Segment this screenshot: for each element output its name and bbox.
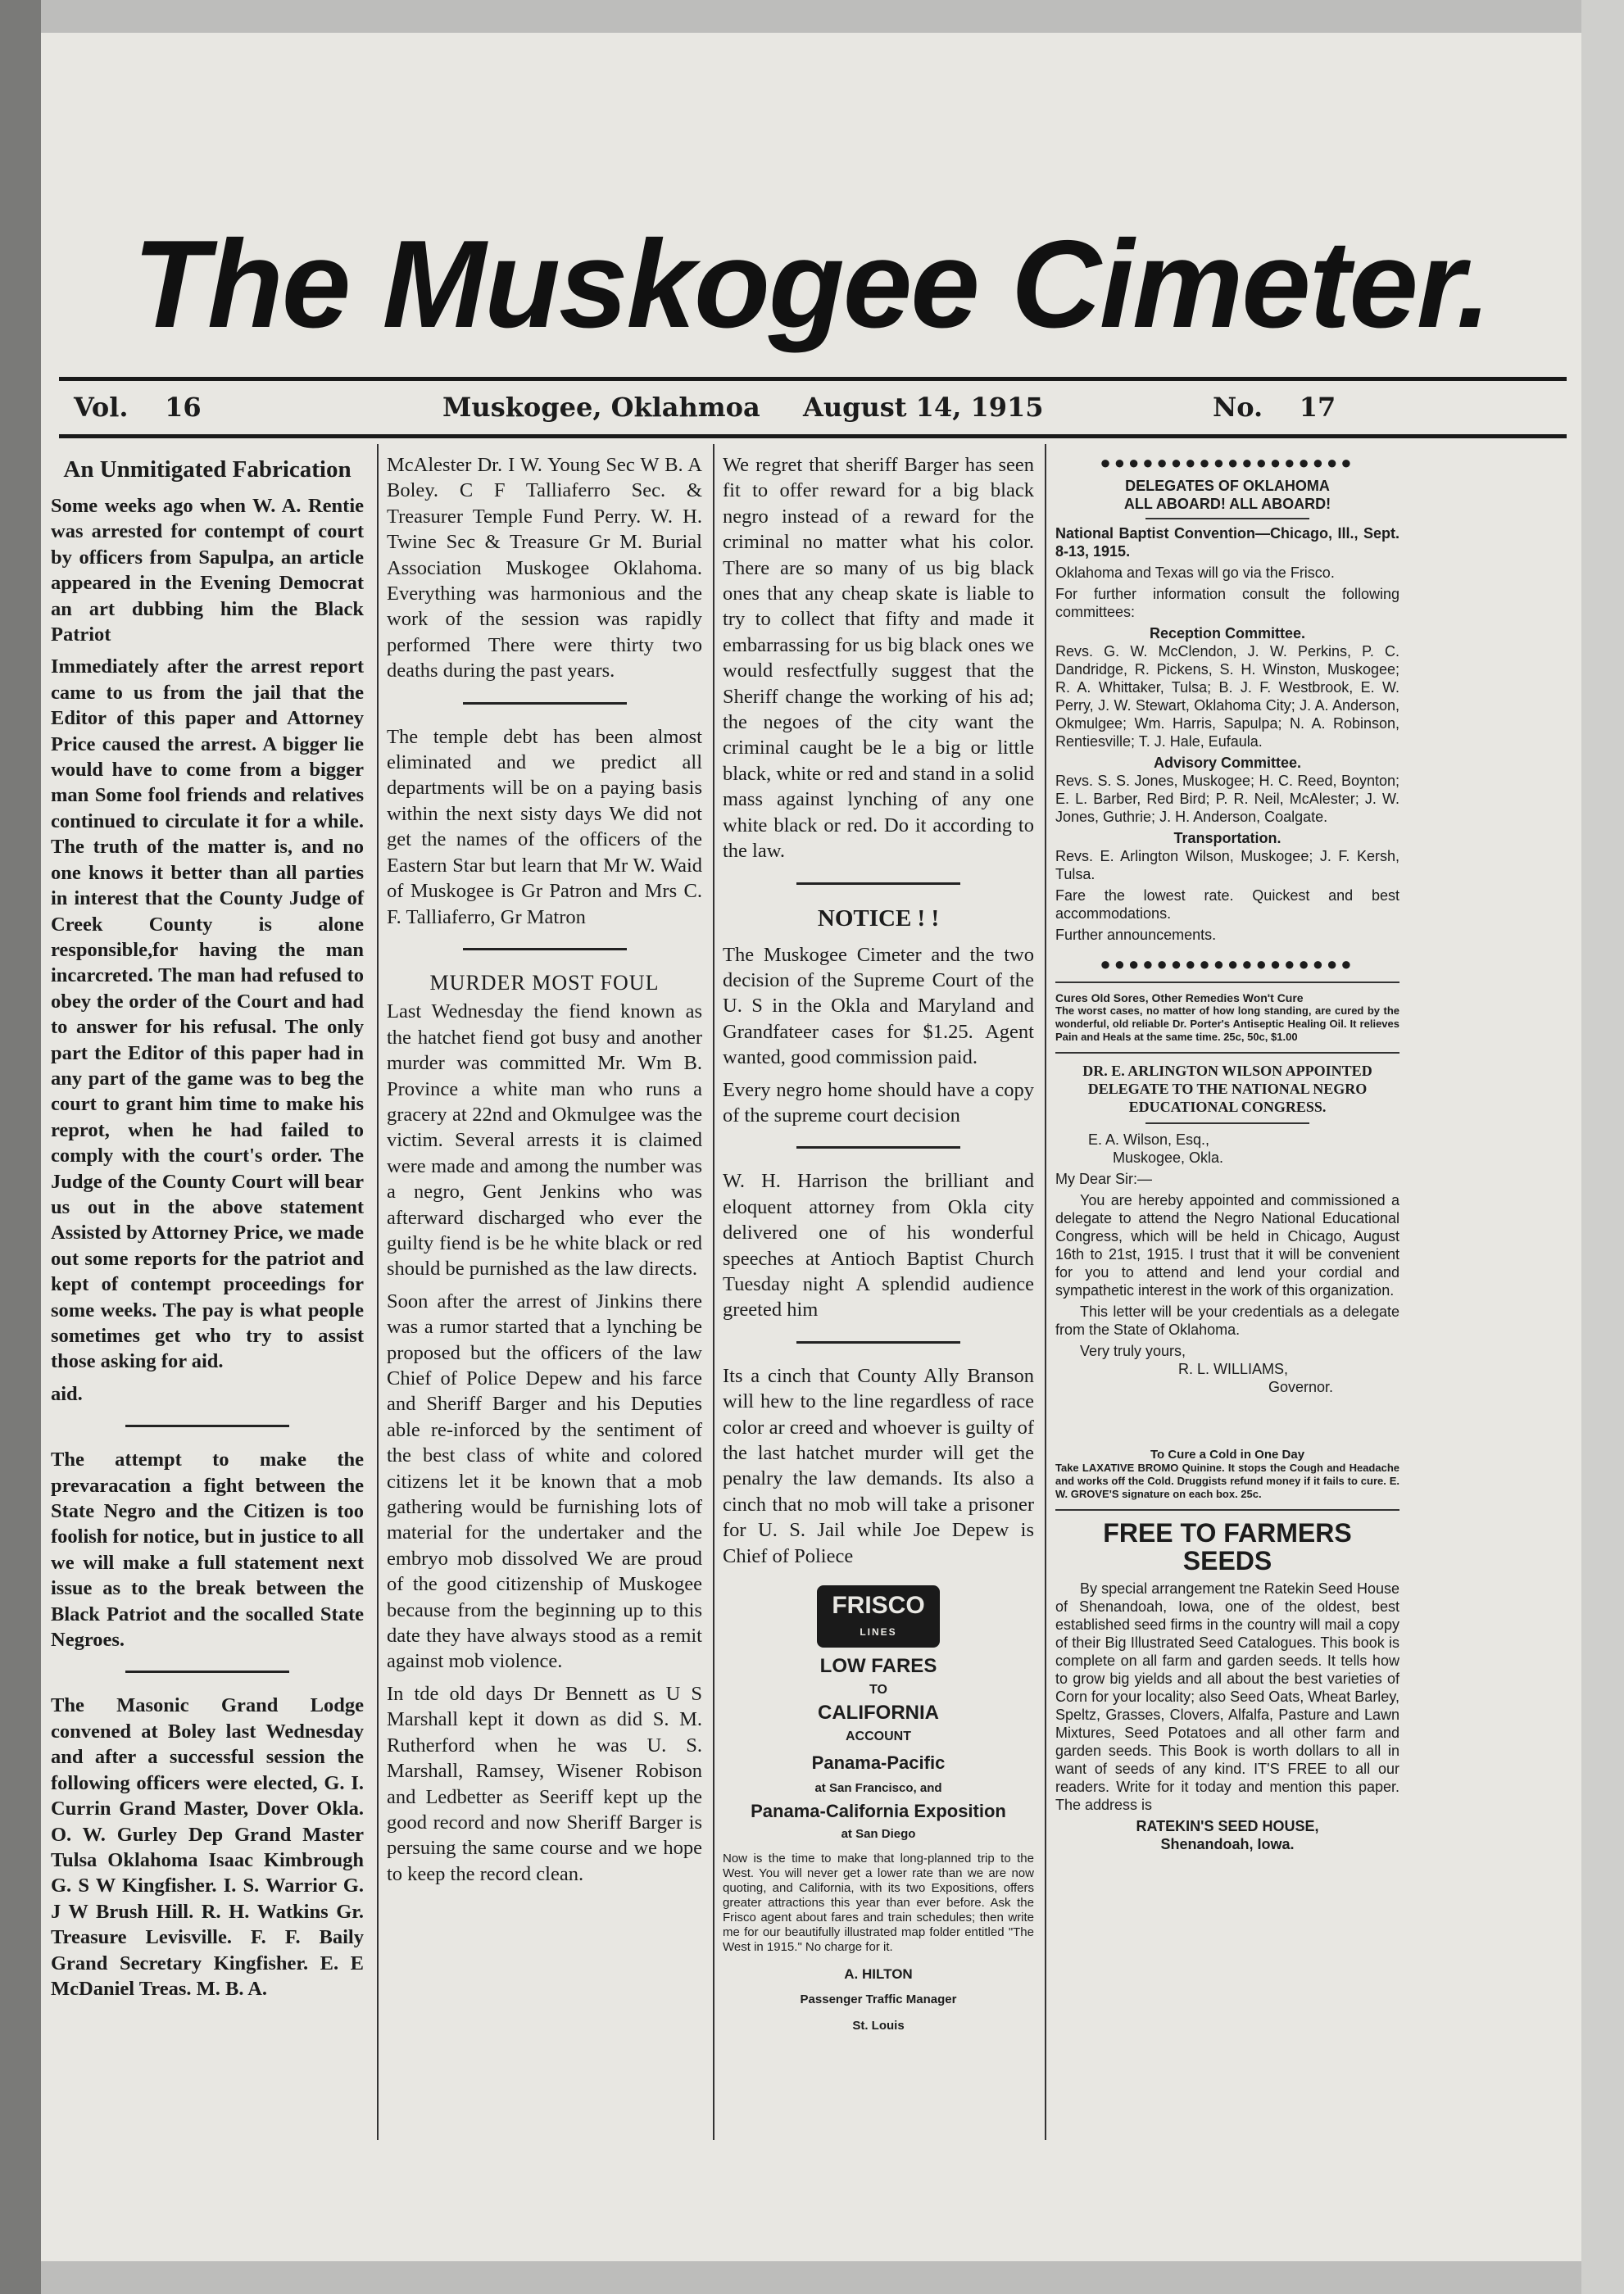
- free-seeds-heading: FREE TO FARMERS: [1103, 1518, 1352, 1548]
- transportation-list: Revs. E. Arlington Wilson, Muskogee; J. F. Kersh, Tulsa.: [1055, 848, 1399, 882]
- column-1: [51, 452, 364, 2008]
- article-paragraph: Last Wednesday the fiend known as the hatchet fiend got busy and another murder was committed Mr. Wm B. Province a white man who runs a gracery at 22nd and Okmulgee was the victim. Several arrests it is claimed were made and among the number was a negro, Gent Jenkins who was afterward discharged who ever the guilty fiend is be he white black or red should be purnished as the law directs.: [387, 1000, 702, 1281]
- letter-address: E. A. Wilson, Esq.,: [1088, 1131, 1210, 1148]
- dots-divider: ●●●●●●●●●●●●●●●●●●: [1100, 452, 1355, 473]
- advisory-list: Revs. S. S. Jones, Muskogee; H. C. Reed, Boynton; E. L. Barber, Red Bird; P. R. Neil, McAlester; J. W. Jones, Guthrie; J. H. Anderson, Coalgate.: [1055, 773, 1399, 825]
- masthead: The Muskogee Cimeter.: [133, 215, 1490, 354]
- column-divider-3: [1045, 444, 1046, 2140]
- frisco-to: TO: [869, 1683, 887, 1698]
- frisco-san-francisco: at San Francisco, and: [814, 1781, 942, 1796]
- notice-text: For further information consult the following committees:: [1055, 586, 1399, 620]
- article-paragraph: The Muskogee Cimeter and the two decision of the Supreme Court of the U. S in the Okla and Maryland and Grandfateer cases for $1.25. Agent wanted, good commission paid.: [723, 943, 1034, 1069]
- headline-murder: MURDER MOST FOUL: [429, 970, 660, 995]
- reception-list: Revs. G. W. McClendon, J. W. Perkins, P. C. Dandridge, R. Pickens, S. H. Winston, Muskogee; R. A. Whittaker, Tulsa; B. J. F. Westbrook, E. W. Perry, J. W. Stewart, Oklahoma City; J. A. Anderson, Okmulgee; Wm. Harris, Sapulpa; N. A. Robinson, Rentiesville; T. J. Hale, Eufaula.: [1055, 643, 1399, 750]
- letter-close: Very truly yours,: [1080, 1343, 1186, 1359]
- delegates-heading: DELEGATES OF OKLAHOMA: [1125, 478, 1330, 494]
- section-separator: [463, 948, 627, 950]
- article-paragraph: The Masonic Grand Lodge convened at Boley last Wednesday and after a successful session the following officers were elected, G. I. Currin Grand Master, Dover Okla. O. W. Gurley Dep Grand Master Tulsa Oklahoma Isaac Kimbrough G. S W Kingfisher. I. S. Warrior G. J W Brush Hill. R. H. Watkins Gr. Treasure Levisville. F. F. Baily Grand Secretary Kingfisher. E. E McDaniel Treas. M. B. A.: [51, 1694, 364, 2000]
- rule: [1055, 982, 1399, 983]
- frisco-panama-pacific: Panama-Pacific: [811, 1752, 946, 1773]
- wilson-heading: DR. E. ARLINGTON WILSON APPOINTED DELEGATE TO THE NATIONAL NEGRO EDUCATIONAL CONGRESS.: [1082, 1063, 1372, 1115]
- frisco-account: ACCOUNT: [846, 1730, 911, 1744]
- issue-number: No. 17: [1213, 392, 1336, 423]
- free-seeds-city: Shenandoah, Iowa.: [1160, 1836, 1295, 1852]
- frisco-panama-california: Panama-California Exposition: [751, 1800, 1006, 1821]
- section-separator: [796, 1341, 960, 1344]
- frisco-body: Now is the time to make that long-planned trip to the West. You will never get a lower rate than we are now quoting, and California, with its two Expositions, offers greater attractions this year than ever before. Ask the Frisco agent about fares and train schedules; then write me for our beautifully illustrated map folder entitled "The West in 1915." No charge for it.: [723, 1852, 1034, 1955]
- headline-notice: NOTICE ! !: [817, 904, 940, 932]
- article-paragraph: The attempt to make the prevaracation a fight between the State Negro and the Citizen is too foolish for notice, but in justice to all we will make a full statement next issue as to the break between the Black Patriot and the socalled State Negroes.: [51, 1448, 365, 1652]
- notice-text: Oklahoma and Texas will go via the Frisco.: [1055, 564, 1335, 581]
- all-aboard-heading: ALL ABOARD! ALL ABOARD!: [1123, 496, 1331, 512]
- article-paragraph: Some weeks ago when W. A. Rentie was arrested for contempt of court by officers from Sapulpa, an article appeared in the Evening Democrat an art dubbing him the Black Patriot: [51, 495, 364, 646]
- free-seeds-body: By special arrangement tne Ratekin Seed House of Shenandoah, Iowa, one of the oldest, best established seed firms in the country will mail a copy of their Big Illustrated Seed Catalogues. This book is complete on all farm and garden seeds. It tells how to grow big yields and all about the best varieties of Corn for your locality; also Seed Oats, Wheat Barley, Speltz, Grasses, Clovers, Alfalfa, Pasture and Lawn Mixtures, Seed Potatoes and all other farm and garden seeds. This Book is worth dollars to all in want of seeds of any kind. IT'S FREE to all our readers. Write for it today and mention this paper. The address is: [1055, 1580, 1399, 1813]
- spacer: [1055, 1399, 1399, 1448]
- article-paragraph: The temple debt has been almost eliminated and we predict all departments will be on a paying basis within the next sisty days We did not get the names of the officers of the Eastern Star but learn that Mr W. Waid of Muskogee is Gr Patron and Mrs C. F. Talliaferro, Gr Matron: [387, 725, 702, 928]
- issue-date: August 14, 1915: [803, 392, 1044, 423]
- scan-edge-left: [0, 0, 41, 2294]
- cold-ad-body: Take LAXATIVE BROMO Quinine. It stops the Cough and Headache and works off the Cold. Druggists refund money if it fails to cure. E. W. GROVE'S signature on each box. 25c.: [1055, 1462, 1399, 1500]
- article-paragraph: Its a cinch that County Ally Branson will hew to the line regardless of race color ar creed and whoever is guilty of the last hatchet murder will get the penalry the law demands. Its also a cinch that no mob will take a prisoner for U. S. Jail while Joe Depew is Chief of Poliece: [723, 1364, 1034, 1567]
- frisco-logo: FRISCO LINES: [817, 1585, 940, 1648]
- free-seeds-signature: RATEKIN'S SEED HOUSE,: [1136, 1818, 1319, 1834]
- place-label: Muskogee, Oklahmoa: [442, 392, 760, 423]
- dots-divider: ●●●●●●●●●●●●●●●●●●: [1100, 954, 1355, 974]
- section-separator: [796, 882, 960, 885]
- headline-fabrication: An Unmitigated Fabrication: [63, 456, 352, 483]
- article-paragraph: In tde old days Dr Bennett as U S Marshall kept it down as did S. M. Rutherford when he was U. S. Marshall, Ramsey, Wisener Robison and Ledbetter as Seeriff kept up the good record and now Sheriff Barger is persuing the same course and we hope to keep the record clean.: [387, 1682, 702, 1885]
- column-3: [723, 452, 1034, 2038]
- rule: [1055, 1052, 1399, 1054]
- article-paragraph: We regret that sheriff Barger has seen fit to offer reward for a big black negro instead of a reward for the criminal no matter what his color. There are so many of us big black ones that any cheap skate is liable to try to collect that fifty and made it embarrassing for us big black ones we would resfectfully suggest that the Sheriff change the working of his ad; the negoes of the city want the criminal caught be le a big or little black, white or red and stand in a solid mass against lynching of any one white black or red. Do it according to the law.: [723, 454, 1034, 863]
- transportation-heading: Transportation.: [1173, 830, 1282, 846]
- masthead-rule-bottom: [59, 434, 1567, 438]
- article-paragraph: aid.: [51, 1382, 83, 1405]
- frisco-california: CALIFORNIA: [818, 1702, 939, 1725]
- masthead-rule-top: [59, 377, 1567, 381]
- letter-body: This letter will be your credentials as a delegate from the State of Oklahoma.: [1055, 1303, 1399, 1338]
- article-paragraph: Soon after the arrest of Jinkins there was a rumor started that a lynching be proposed but the officers of the law Chief of Police Depew and his farce and Sheriff Barger and his Deputies able re-inforced by the sentiment of the best class of white and colored citizens let it be known that a mob gathering would be furnishing lots of material for the undertaker and the embryo mob dissolved We are proud of the good citizenship of Muskogee because from the beginning up to this date they have always stood as a remit against mob violence.: [387, 1290, 702, 1673]
- article-paragraph: W. H. Harrison the brilliant and eloquent attorney from Okla city delivered one of his wonderful speeches at Antioch Baptist Church Tuesday night A splendid audience greeted him: [723, 1170, 1034, 1322]
- notice-text: Further announcements.: [1055, 927, 1217, 943]
- rule: [1145, 518, 1309, 519]
- article-paragraph: Immediately after the arrest report came to us from the jail that the Editor of this paper and Attorney Price caused the arrest. A bigger lie would have to come from a bigger man Some fool friends and relatives continued to circulate it for a while. The truth of the matter is, and no one knows it better than all parties in interest that the County Judge of Creek County is alone responsible,for having the man incarcreted. The man had refused to obey the order of the Court and had to answer for his refusal. The only part the Editor of this paper had in any part of the game was to beg the court to grant him time to make his reprot, when he had failed to comply with the court's order. The Judge of the County Court will bear us out in the above statement Assisted by Attorney Price, we made out some reports for the patriot and kept of contempt proceedings for some weeks. The pay is what people sometimes get who try to assist those asking for aid.: [51, 655, 364, 1373]
- reception-heading: Reception Committee.: [1149, 625, 1306, 642]
- sores-ad-body: The worst cases, no matter of how long standing, are cured by the wonderful, old reliable Dr. Porter's Antiseptic Healing Oil. It relieves Pain and Heals at the same time. 25c, 50c, $1.00: [1055, 1004, 1399, 1043]
- article-paragraph: Every negro home should have a copy of the supreme court decision: [723, 1078, 1034, 1127]
- section-separator: [125, 1671, 289, 1673]
- convention-line: National Baptist Convention—Chicago, Ill., Sept. 8-13, 1915.: [1055, 525, 1399, 560]
- column-divider-1: [377, 444, 379, 2140]
- column-2: [387, 452, 702, 1893]
- volume-label: Vol. 16: [74, 392, 202, 423]
- letter-signature: R. L. WILLIAMS,: [1178, 1361, 1289, 1377]
- sores-ad-heading: Cures Old Sores, Other Remedies Won't Cure: [1055, 991, 1304, 1004]
- newspaper-page: [41, 33, 1581, 2261]
- frisco-signature: A. HILTON: [844, 1966, 913, 1983]
- rule: [1055, 1509, 1399, 1511]
- letter-salutation: My Dear Sir:—: [1055, 1171, 1153, 1187]
- letter-address: Muskogee, Okla.: [1113, 1149, 1224, 1166]
- free-seeds-subheading: SEEDS: [1182, 1546, 1272, 1575]
- notice-text: Fare the lowest rate. Quickest and best accommodations.: [1055, 887, 1399, 922]
- frisco-low-fares: LOW FARES: [819, 1655, 937, 1678]
- frisco-title: Passenger Traffic Manager: [800, 1993, 957, 2007]
- frisco-advertisement: [723, 1585, 1034, 2038]
- column-4: [1055, 452, 1399, 1853]
- scan-edge-right: [1581, 0, 1624, 2294]
- article-paragraph: McAlester Dr. I W. Young Sec W B. A Boley. C F Talliaferro Sec. & Treasurer Temple Fund Perry. W. H. Twine Sec & Treasure Gr M. Burial Association Muskogee Oklahoma. Everything was harmonious and the work of the session was rapidly performed There were thirty two deaths during the past years.: [387, 454, 702, 682]
- letter-signature-title: Governor.: [1268, 1379, 1334, 1395]
- column-divider-2: [713, 444, 714, 2140]
- frisco-san-diego: at San Diego: [841, 1826, 916, 1841]
- section-separator: [796, 1146, 960, 1149]
- letter-body: You are hereby appointed and commissioned a delegate to attend the Negro National Educational Congress, which will be held in Chicago, August 16th to 21st, 1915. I trust that it will be convenient for you to attend and lend your cordial and sympathetic interest in the work of this organization.: [1055, 1192, 1399, 1299]
- rule: [1145, 1122, 1309, 1124]
- frisco-city: St. Louis: [852, 2018, 905, 2033]
- cold-ad-heading: To Cure a Cold in One Day: [1150, 1448, 1305, 1462]
- section-separator: [463, 702, 627, 705]
- advisory-heading: Advisory Committee.: [1153, 755, 1302, 771]
- section-separator: [125, 1425, 289, 1427]
